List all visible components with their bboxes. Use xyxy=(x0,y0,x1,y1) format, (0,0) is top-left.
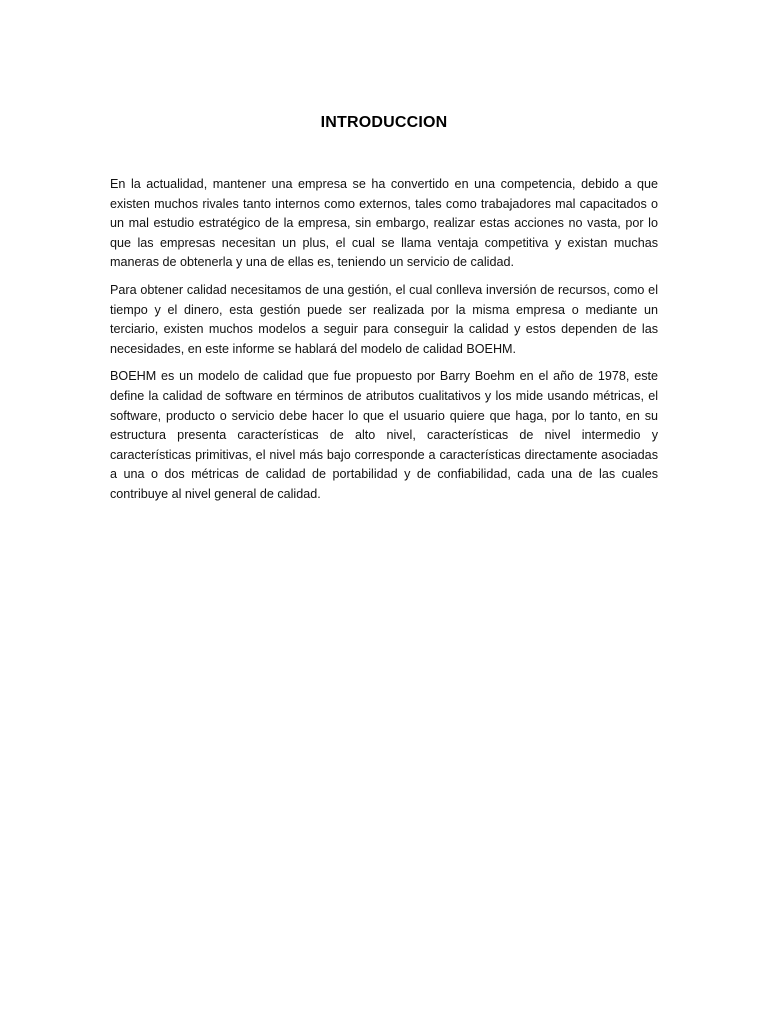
document-body xyxy=(110,175,658,513)
paragraph-boehm: BOEHM es un modelo de calidad que fue propuesto por Barry Boehm en el año de 1978, este define la calidad de software en términos de atributos cualitativos y los mide usando métricas, el software, producto o servicio debe hacer lo que el usuario quiere que haga, por lo tanto, en su estructura presenta características de alto nivel, características de nivel intermedio y características primitivas, el nivel más bajo corresponde a características directamente asociadas a una o dos métricas de calidad de portabilidad y de confiabilidad, cada una de las cuales contribuye al nivel general de calidad. xyxy=(110,369,658,501)
paragraph-gestion: Para obtener calidad necesitamos de una gestión, el cual conlleva inversión de recursos, como el tiempo y el dinero, esta gestión puede ser realizada por la misma empresa o mediante un terciario, existen muchos modelos a seguir para conseguir la calidad y estos dependen de las necesidades, en este informe se hablará del modelo de calidad BOEHM. xyxy=(110,282,658,356)
paragraph-intro: En la actualidad, mantener una empresa se ha convertido en una competencia, debido a que existen muchos rivales tanto internos como externos, tales como trabajadores mal capacitados o un mal estudio estratégico de la empresa, sin embargo, realizar estas acciones no vasta, por lo que las empresas necesitan un plus, el cual se llama ventaja competitiva y existan muchas maneras de obtenerla y una de ellas es, teniendo un servicio de calidad. xyxy=(110,177,658,270)
page-title: INTRODUCCION xyxy=(320,114,448,131)
